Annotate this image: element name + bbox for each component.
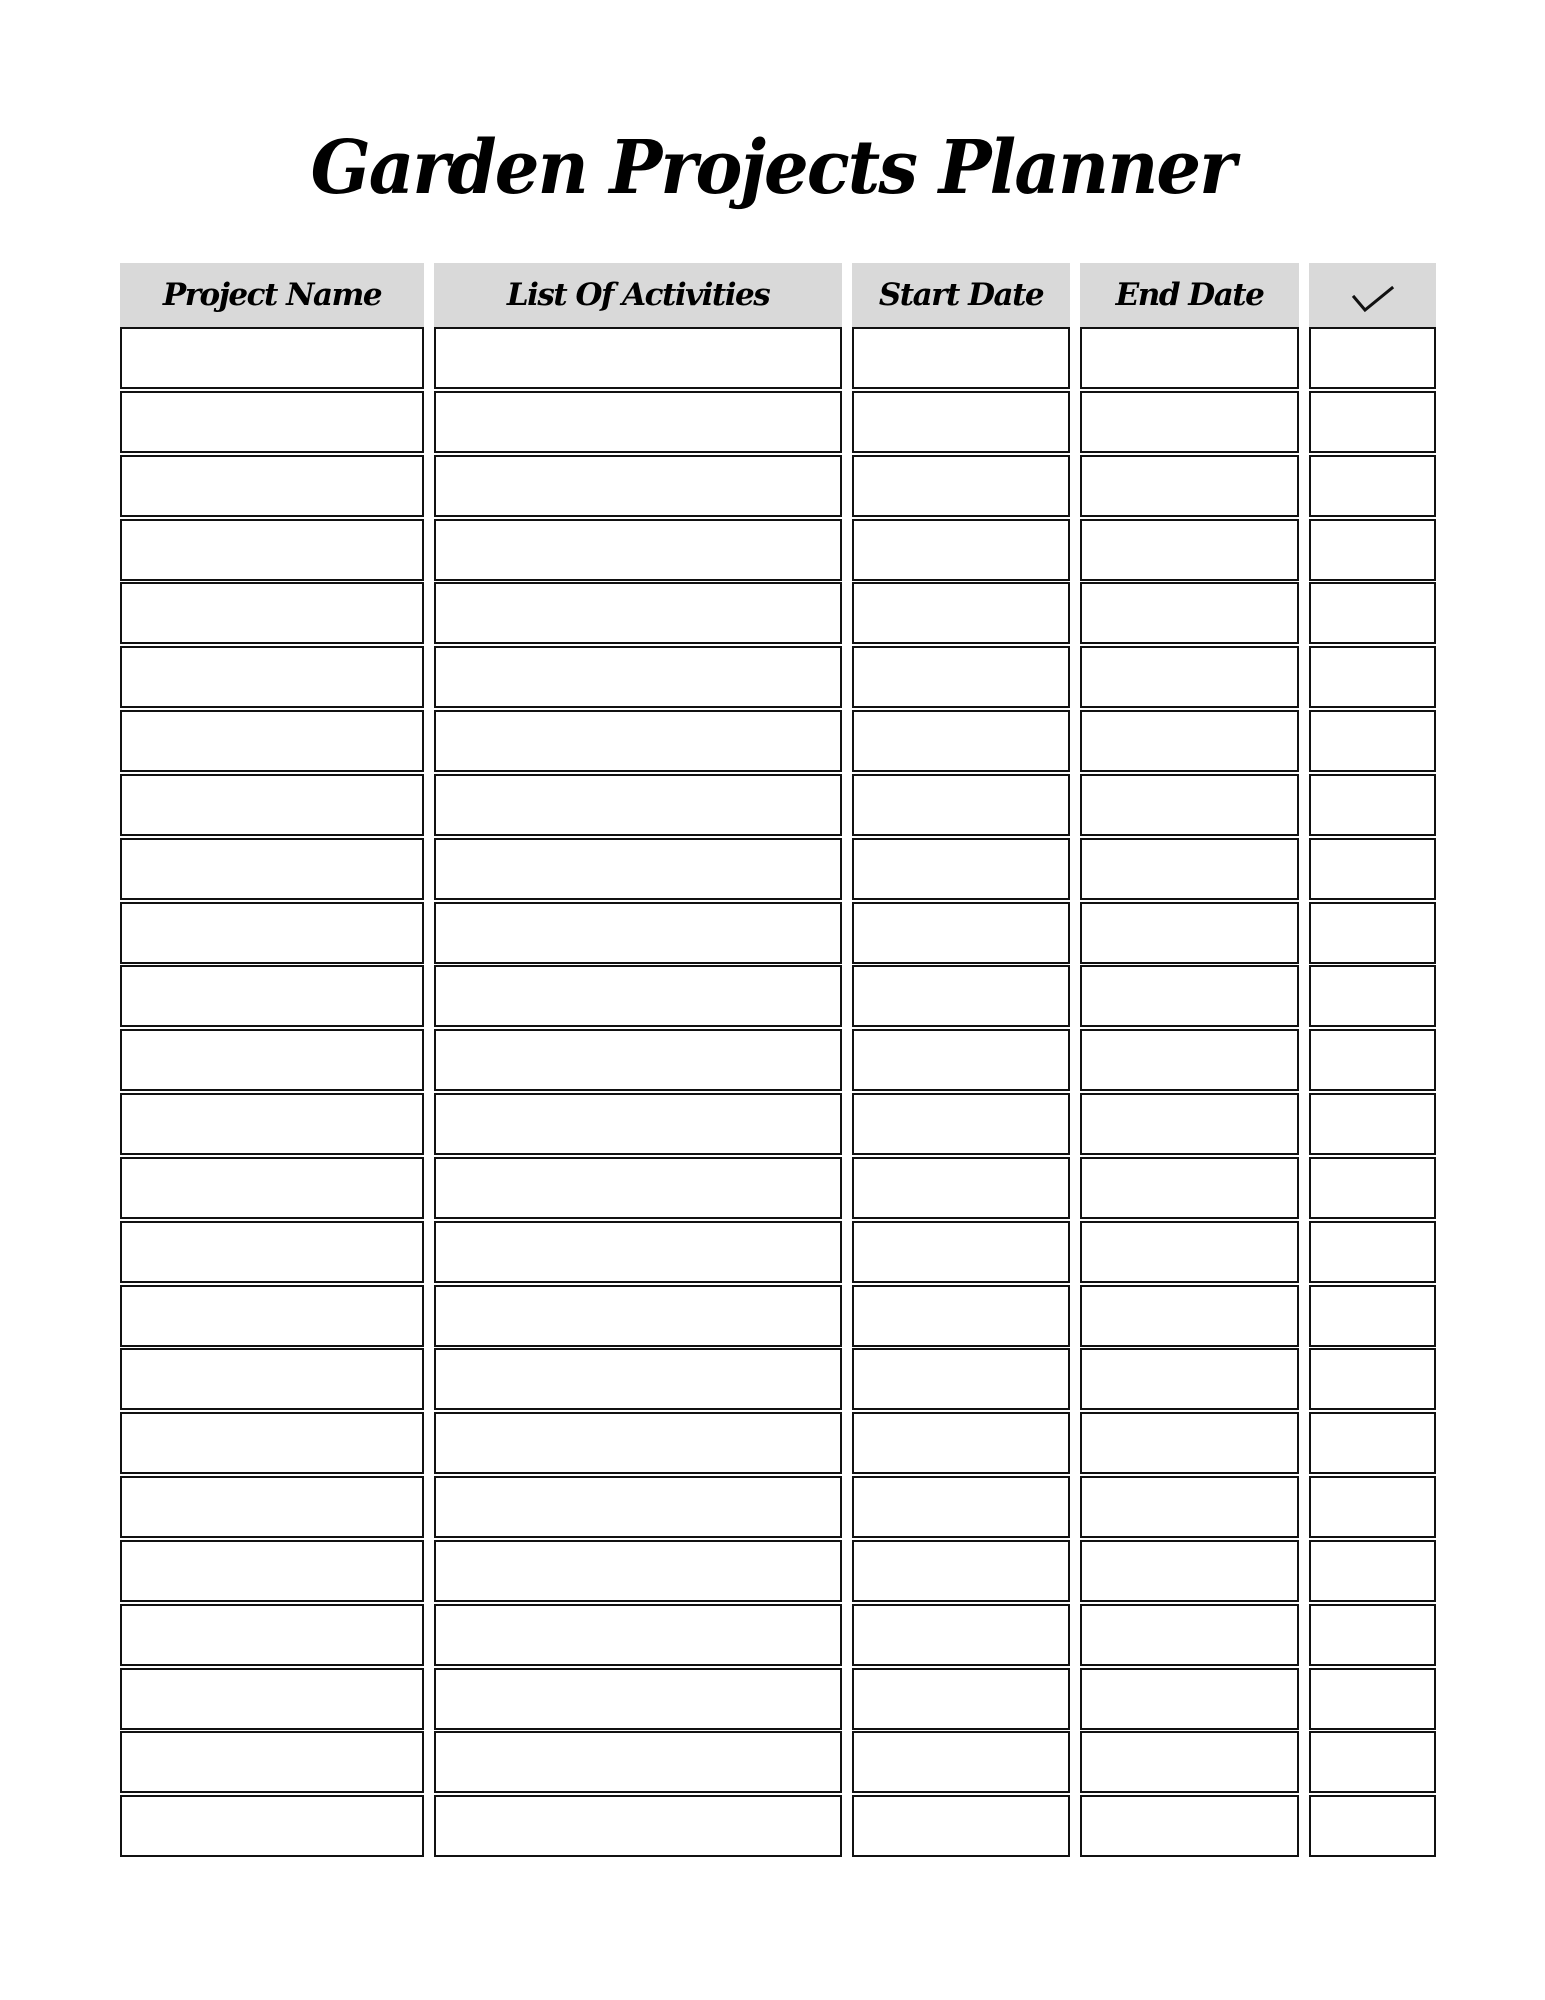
table-cell-project_name[interactable] [120, 519, 424, 581]
table-cell-end_date[interactable] [1080, 1285, 1299, 1347]
table-cell-done[interactable] [1309, 1157, 1436, 1219]
table-cell-start_date[interactable] [852, 1731, 1070, 1793]
table-cell-done[interactable] [1309, 1348, 1436, 1410]
table-cell-start_date[interactable] [852, 1029, 1070, 1091]
header-activities: List Of Activities [434, 263, 842, 327]
table-cell-project_name[interactable] [120, 774, 424, 836]
checkmark-icon [1351, 285, 1395, 315]
table-cell-start_date[interactable] [852, 327, 1070, 389]
table-cell-start_date[interactable] [852, 1157, 1070, 1219]
table-cell-start_date[interactable] [852, 646, 1070, 708]
table-cell-activities[interactable] [434, 646, 842, 708]
table-cell-project_name[interactable] [120, 582, 424, 644]
table-cell-activities[interactable] [434, 1157, 842, 1219]
table-cell-activities[interactable] [434, 710, 842, 772]
table-cell-project_name[interactable] [120, 902, 424, 964]
table-cell-end_date[interactable] [1080, 582, 1299, 644]
table-cell-start_date[interactable] [852, 391, 1070, 453]
table-cell-start_date[interactable] [852, 710, 1070, 772]
table-cell-activities[interactable] [434, 1604, 842, 1666]
table-cell-start_date[interactable] [852, 774, 1070, 836]
table-cell-end_date[interactable] [1080, 1795, 1299, 1857]
table-cell-activities[interactable] [434, 965, 842, 1027]
table-cell-done[interactable] [1309, 646, 1436, 708]
table-cell-project_name[interactable] [120, 1604, 424, 1666]
table-cell-end_date[interactable] [1080, 1540, 1299, 1602]
table-cell-end_date[interactable] [1080, 391, 1299, 453]
table-cell-done[interactable] [1309, 1604, 1436, 1666]
table-cell-project_name[interactable] [120, 1348, 424, 1410]
header-project-name: Project Name [120, 263, 424, 327]
table-cell-end_date[interactable] [1080, 646, 1299, 708]
table-cell-start_date[interactable] [852, 902, 1070, 964]
table-cell-done[interactable] [1309, 1795, 1436, 1857]
header-done [1309, 263, 1436, 327]
table-cell-end_date[interactable] [1080, 327, 1299, 389]
table-cell-project_name[interactable] [120, 1668, 424, 1730]
table-cell-start_date[interactable] [852, 1412, 1070, 1474]
table-cell-done[interactable] [1309, 582, 1436, 644]
table-cell-end_date[interactable] [1080, 1412, 1299, 1474]
table-cell-end_date[interactable] [1080, 1221, 1299, 1283]
table-cell-activities[interactable] [434, 1221, 842, 1283]
table-cell-project_name[interactable] [120, 1157, 424, 1219]
table-cell-project_name[interactable] [120, 1285, 424, 1347]
table-cell-done[interactable] [1309, 455, 1436, 517]
table-cell-done[interactable] [1309, 1412, 1436, 1474]
table-cell-start_date[interactable] [852, 1285, 1070, 1347]
table-cell-activities[interactable] [434, 1029, 842, 1091]
table-cell-project_name[interactable] [120, 710, 424, 772]
table-cell-activities[interactable] [434, 838, 842, 900]
table-cell-activities[interactable] [434, 1540, 842, 1602]
table-cell-project_name[interactable] [120, 1540, 424, 1602]
table-cell-activities[interactable] [434, 1795, 842, 1857]
table-cell-end_date[interactable] [1080, 1476, 1299, 1538]
table-cell-project_name[interactable] [120, 1476, 424, 1538]
table-cell-project_name[interactable] [120, 838, 424, 900]
table-cell-end_date[interactable] [1080, 1668, 1299, 1730]
table-cell-activities[interactable] [434, 1412, 842, 1474]
header-end-date: End Date [1080, 263, 1299, 327]
table-cell-done[interactable] [1309, 1093, 1436, 1155]
table-cell-activities[interactable] [434, 1476, 842, 1538]
table-cell-done[interactable] [1309, 1221, 1436, 1283]
table-cell-project_name[interactable] [120, 327, 424, 389]
table-cell-activities[interactable] [434, 582, 842, 644]
page-title: Garden Projects Planner [310, 125, 1235, 211]
table-cell-end_date[interactable] [1080, 519, 1299, 581]
table-cell-end_date[interactable] [1080, 1029, 1299, 1091]
table-cell-done[interactable] [1309, 965, 1436, 1027]
table-cell-project_name[interactable] [120, 1029, 424, 1091]
table-cell-done[interactable] [1309, 710, 1436, 772]
table-cell-start_date[interactable] [852, 519, 1070, 581]
table-cell-activities[interactable] [434, 391, 842, 453]
table-cell-activities[interactable] [434, 774, 842, 836]
table-cell-activities[interactable] [434, 1285, 842, 1347]
table-cell-end_date[interactable] [1080, 1093, 1299, 1155]
table-cell-end_date[interactable] [1080, 965, 1299, 1027]
table-cell-done[interactable] [1309, 1668, 1436, 1730]
table-cell-project_name[interactable] [120, 1795, 424, 1857]
table-cell-end_date[interactable] [1080, 1348, 1299, 1410]
table-cell-start_date[interactable] [852, 1093, 1070, 1155]
table-cell-activities[interactable] [434, 1093, 842, 1155]
table-cell-start_date[interactable] [852, 1221, 1070, 1283]
table-cell-done[interactable] [1309, 1029, 1436, 1091]
table-cell-project_name[interactable] [120, 1221, 424, 1283]
table-cell-start_date[interactable] [852, 1795, 1070, 1857]
header-start-date: Start Date [852, 263, 1070, 327]
table-cell-start_date[interactable] [852, 455, 1070, 517]
table-cell-end_date[interactable] [1080, 838, 1299, 900]
table-cell-done[interactable] [1309, 327, 1436, 389]
table-cell-project_name[interactable] [120, 391, 424, 453]
table-cell-project_name[interactable] [120, 965, 424, 1027]
table-cell-done[interactable] [1309, 391, 1436, 453]
table-cell-start_date[interactable] [852, 1604, 1070, 1666]
table-cell-project_name[interactable] [120, 646, 424, 708]
table-cell-done[interactable] [1309, 519, 1436, 581]
table-cell-activities[interactable] [434, 455, 842, 517]
table-cell-end_date[interactable] [1080, 902, 1299, 964]
table-cell-start_date[interactable] [852, 838, 1070, 900]
table-cell-start_date[interactable] [852, 582, 1070, 644]
table-cell-end_date[interactable] [1080, 455, 1299, 517]
table-cell-done[interactable] [1309, 1540, 1436, 1602]
table-cell-end_date[interactable] [1080, 710, 1299, 772]
table-cell-start_date[interactable] [852, 1668, 1070, 1730]
table-cell-activities[interactable] [434, 327, 842, 389]
table-cell-end_date[interactable] [1080, 1604, 1299, 1666]
table-cell-done[interactable] [1309, 1285, 1436, 1347]
table-cell-activities[interactable] [434, 1668, 842, 1730]
table-cell-project_name[interactable] [120, 1412, 424, 1474]
table-cell-project_name[interactable] [120, 1093, 424, 1155]
table-cell-end_date[interactable] [1080, 1157, 1299, 1219]
table-cell-start_date[interactable] [852, 1476, 1070, 1538]
table-cell-done[interactable] [1309, 1731, 1436, 1793]
table-cell-start_date[interactable] [852, 1348, 1070, 1410]
table-cell-activities[interactable] [434, 1348, 842, 1410]
table-cell-end_date[interactable] [1080, 774, 1299, 836]
table-cell-activities[interactable] [434, 1731, 842, 1793]
table-cell-project_name[interactable] [120, 455, 424, 517]
table-cell-start_date[interactable] [852, 1540, 1070, 1602]
table-cell-activities[interactable] [434, 902, 842, 964]
table-cell-project_name[interactable] [120, 1731, 424, 1793]
table-cell-done[interactable] [1309, 1476, 1436, 1538]
table-cell-start_date[interactable] [852, 965, 1070, 1027]
table-cell-activities[interactable] [434, 519, 842, 581]
table-cell-done[interactable] [1309, 902, 1436, 964]
table-cell-done[interactable] [1309, 838, 1436, 900]
table-cell-end_date[interactable] [1080, 1731, 1299, 1793]
table-cell-done[interactable] [1309, 774, 1436, 836]
